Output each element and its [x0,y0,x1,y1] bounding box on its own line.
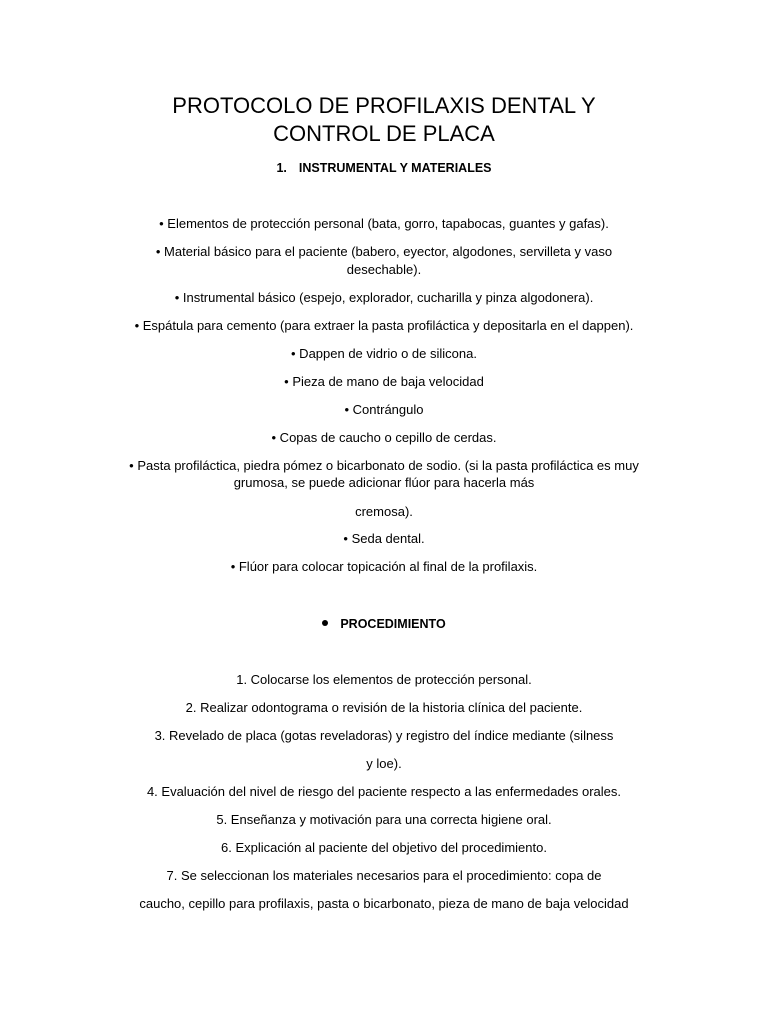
materials-item: • Copas de caucho o cepillo de cerdas. [271,430,497,445]
section-heading-text: INSTRUMENTAL Y MATERIALES [298,161,492,175]
materials-item: • Elementos de protección personal (bata, gorro, tapabocas, guantes y gafas). [159,216,609,231]
materials-item-continuation: desechable). [346,262,422,277]
procedure-step: 7. Se seleccionan los materiales necesarios para el procedimiento: copa de [166,868,602,883]
materials-item: • Contrángulo [344,402,424,417]
materials-item: • Flúor para colocar topicación al final de la profilaxis. [230,559,538,574]
procedure-step: 1. Colocarse los elementos de protección personal. [236,672,532,687]
document-title-line-2: CONTROL DE PLACA [273,121,495,146]
materials-item-continuation: cremosa). [355,504,413,519]
section-heading-materials [0,160,768,176]
materials-item: • Material básico para el paciente (babero, eyector, algodones, servilleta y vaso [155,244,613,259]
section-number: 1. [276,161,287,175]
materials-item: • Dappen de vidrio o de silicona. [291,346,477,361]
procedure-step: 3. Revelado de placa (gotas reveladoras) y registro del índice mediante (silness [154,728,614,743]
materials-item: • Instrumental básico (espejo, explorador, cucharilla y pinza algodonera). [174,290,594,305]
section-heading-text: PROCEDIMIENTO [340,617,446,631]
procedure-step-continuation: caucho, cepillo para profilaxis, pasta o bicarbonato, pieza de mano de baja velocidad [139,896,629,911]
bullet-icon [322,620,328,626]
procedure-step-continuation: y loe). [366,756,402,771]
document-title-line-1: PROTOCOLO DE PROFILAXIS DENTAL Y [172,93,596,118]
materials-item-continuation: grumosa, se puede adicionar flúor para hacerla más [233,475,535,490]
materials-item: • Espátula para cemento (para extraer la pasta profiláctica y depositarla en el dappen). [134,318,634,333]
procedure-step: 4. Evaluación del nivel de riesgo del paciente respecto a las enfermedades orales. [146,784,622,799]
procedure-step: 5. Enseñanza y motivación para una correcta higiene oral. [216,812,552,827]
section-heading-procedure [0,616,768,632]
procedure-step: 6. Explicación al paciente del objetivo del procedimiento. [221,840,547,855]
procedure-step: 2. Realizar odontograma o revisión de la historia clínica del paciente. [185,700,583,715]
materials-item: • Pieza de mano de baja velocidad [284,374,484,389]
materials-item: • Pasta profiláctica, piedra pómez o bicarbonato de sodio. (si la pasta profiláctica es muy [129,458,639,473]
materials-item: • Seda dental. [343,531,425,546]
